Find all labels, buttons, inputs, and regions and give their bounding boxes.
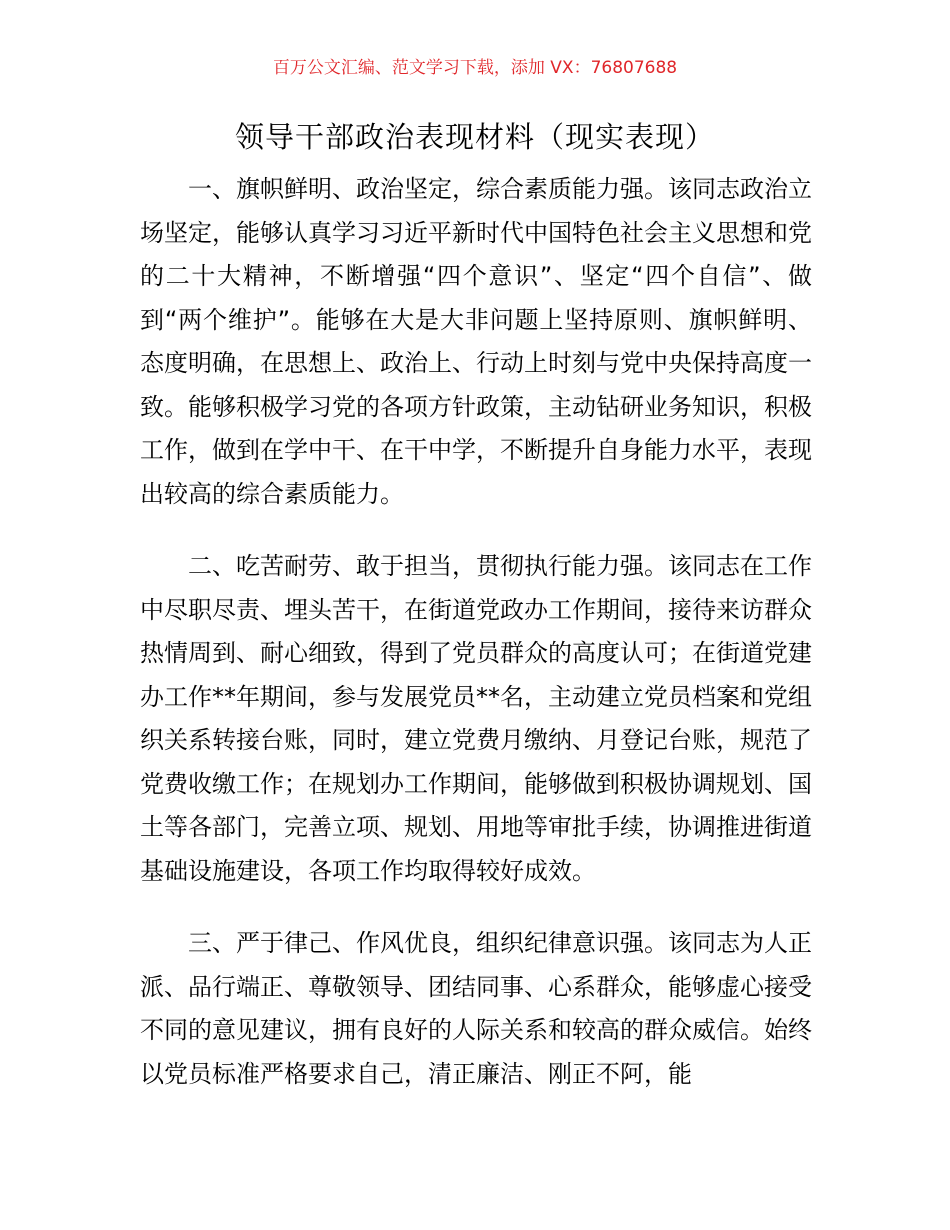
paragraph-3: 三、严于律己、作风优良，组织纪律意识强。该同志为人正派、品行端正、尊敬领导、团结同事、心系群众，能够虚心接受不同的意见建议，拥有良好的人际关系和较高的群众威信。始终以党员标准严格要求自己，清正廉洁、刚正不阿，能: [140, 929, 812, 1088]
document-title: 领导干部政治表现材料（现实表现）: [234, 120, 715, 154]
paragraph-2: 二、吃苦耐劳、敢于担当，贯彻执行能力强。该同志在工作中尽职尽责、埋头苦干，在街道党政办工作期间，接待来访群众热情周到、耐心细致，得到了党员群众的高度认可；在街道党建办工作**年期间，参与发展党员**名，主动建立党员档案和党组织关系转接台账，同时，建立党费月缴纳、月登记台账，规范了党费收缴工作；在规划办工作期间，能够做到积极协调规划、国土等各部门，完善立项、规划、用地等审批手续，协调推进街道基础设施建设，各项工作均取得较好成效。: [140, 552, 812, 885]
paragraph-1: 一、旗帜鲜明、政治坚定，综合素质能力强。该同志政治立场坚定，能够认真学习习近平新时代中国特色社会主义思想和党的二十大精神，不断增强“四个意识”、坚定“四个自信”、做到“两个维护”。能够在大是大非问题上坚持原则、旗帜鲜明、态度明确，在思想上、政治上、行动上时刻与党中央保持高度一致。能够积极学习党的各项方针政策，主动钻研业务知识，积极工作，做到在学中干、在干中学，不断提升自身能力水平，表现出较高的综合素质能力。: [140, 175, 812, 508]
watermark-header: 百万公文汇编、范文学习下载，添加 VX：76807688: [272, 58, 678, 78]
document-body: [140, 168, 812, 1125]
